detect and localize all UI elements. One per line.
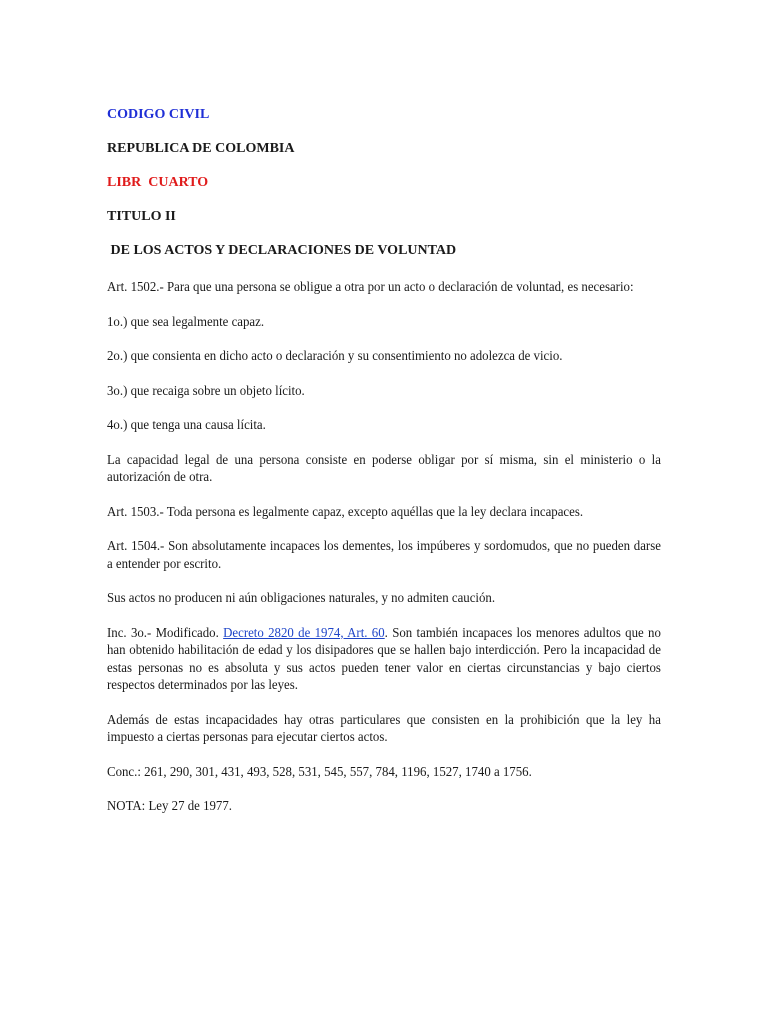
sus-actos-paragraph: Sus actos no producen ni aún obligaciones naturales, y no admiten caución. <box>107 590 496 605</box>
titulo-heading: TITULO II <box>107 209 176 224</box>
requirement-item-4: 4o.) que tenga una causa lícita. <box>107 417 266 432</box>
nota-paragraph: NOTA: Ley 27 de 1977. <box>107 798 233 813</box>
ademas-paragraph: Además de estas incapacidades hay otras particulares que consisten en la prohibición que la ley ha impuesto a ciertas personas para ejecutar ciertos actos. <box>107 711 661 744</box>
document-page <box>107 106 661 832</box>
subtitulo-heading: DE LOS ACTOS Y DECLARACIONES DE VOLUNTAD <box>107 243 457 258</box>
requirement-item-2: 2o.) que consienta en dicho acto o declaración y su consentimiento no adolezca de vicio. <box>107 348 563 363</box>
concordancias-paragraph: Conc.: 261, 290, 301, 431, 493, 528, 531, 545, 557, 784, 1196, 1527, 1740 a 1756. <box>107 763 532 779</box>
art-1502-paragraph: Art. 1502.- Para que una persona se obligue a otra por un acto o declaración de voluntad, es necesario: <box>107 279 634 294</box>
capacidad-paragraph: La capacidad legal de una persona consiste en poderse obligar por sí misma, sin el ministerio o la autorización de otra. <box>107 451 661 484</box>
inc-3-text-before: Inc. 3o.- Modificado. <box>107 624 224 640</box>
inc-3-paragraph <box>107 624 661 694</box>
libro-heading: LIBR CUARTO <box>107 175 209 190</box>
art-1503-paragraph: Art. 1503.- Toda persona es legalmente capaz, excepto aquéllas que la ley declara incapaces. <box>107 503 584 519</box>
republica-heading: REPUBLICA DE COLOMBIA <box>107 141 295 156</box>
requirement-item-1: 1o.) que sea legalmente capaz. <box>107 313 265 329</box>
decreto-2820-link[interactable]: Decreto 2820 de 1974, Art. 60 <box>223 624 385 640</box>
inc-3-text-after: . Son también incapaces los menores adultos que no han obtenido habilitación de edad y los disipadores que se hallen bajo interdicción. Pero la incapacidad de estas personas no es absoluta y sus actos pueden tener valor en ciertas circunstancias y bajo ciertos respectos determinados por las leyes. <box>107 624 661 692</box>
codigo-civil-heading: CODIGO CIVIL <box>107 107 210 122</box>
requirement-item-3: 3o.) que recaiga sobre un objeto lícito. <box>107 382 305 398</box>
art-1504-paragraph: Art. 1504.- Son absolutamente incapaces los dementes, los impúberes y sordomudos, que no pueden darse a entender por escrito. <box>107 538 661 571</box>
